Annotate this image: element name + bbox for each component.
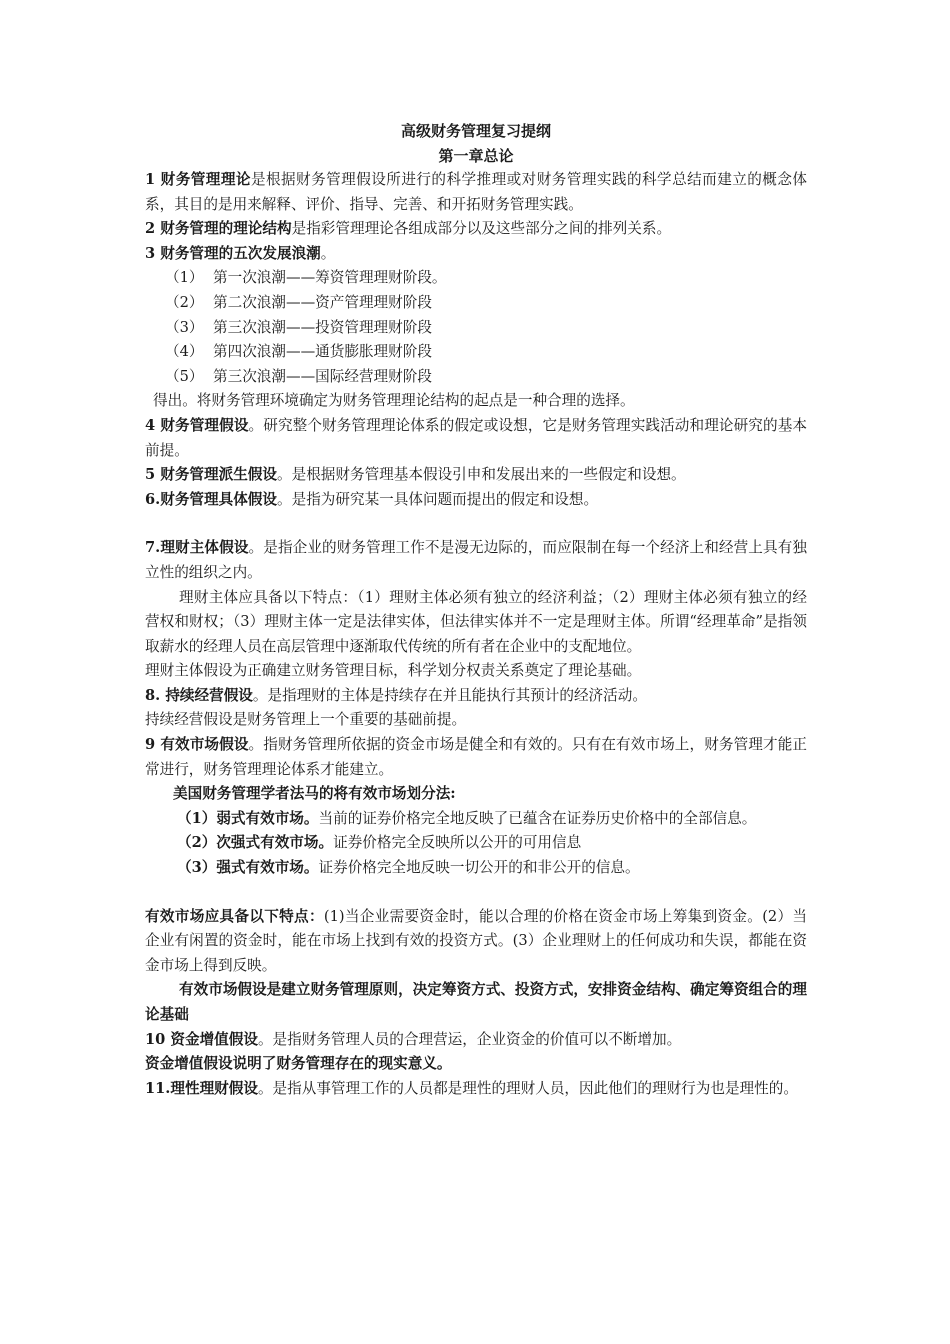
- section-11-term: 11.理性理财假设: [145, 1079, 258, 1097]
- wave-text: 第三次浪潮——国际经营理财阶段: [213, 367, 432, 385]
- section-5-text: 。是根据财务管理基本假设引申和发展出来的一些假定和设想。: [277, 466, 686, 484]
- fama-text: 当前的证券价格完全地反映了已蕴含在证券历史价格中的全部信息。: [318, 809, 757, 827]
- section-4: [145, 414, 807, 463]
- wave-item: [145, 365, 807, 390]
- market-features-text: (1)当企业需要资金时，能以合理的价格在资金市场上筹集到资金。(2）当企业有闲置的资金时，能在市场上找到有效的投资方式。(3）企业理财上的任何成功和失误，都能在资金市场上得到反映。: [145, 907, 807, 974]
- fama-term: （3）强式有效市场。: [177, 859, 319, 877]
- section-3-term: 3 财务管理的五次发展浪潮: [145, 244, 321, 262]
- market-features-term: 有效市场应具备以下特点：: [145, 907, 324, 925]
- section-7-term: 7.理财主体假设: [145, 539, 249, 557]
- wave-num: （2）: [165, 293, 204, 311]
- spacer: [145, 512, 807, 536]
- section-6-term: 6.财务管理具体假设: [145, 490, 277, 508]
- section-4-term: 4 财务管理假设: [145, 416, 249, 434]
- fama-term: （1）弱式有效市场。: [177, 809, 319, 827]
- wave-text: 第四次浪潮——通货膨胀理财阶段: [213, 343, 432, 361]
- document-title: 高级财务管理复习提纲: [400, 122, 551, 140]
- wave-num: （1）: [165, 269, 204, 287]
- section-10-term: 10 资金增值假设: [145, 1030, 258, 1048]
- wave-text: 第一次浪潮——筹资管理理财阶段。: [213, 269, 447, 287]
- section-3-text: 。: [320, 244, 336, 262]
- section-2-term: 2 财务管理的理论结构: [145, 220, 292, 238]
- section-7-features: 理财主体应具备以下特点：（1）理财主体必须有独立的经济利益；（2）理财主体必须有独立的经营权和财权；（3）理财主体一定是法律实体，但法律实体并不一定是理财主体。所谓“经理革命”是指领取薪水的经理人员在高层管理中逐渐取代传统的所有者在企业中的支配地位。: [145, 588, 807, 655]
- section-9: [145, 733, 807, 782]
- wave-num: （4）: [165, 343, 204, 361]
- market-basis: 有效市场假设是建立财务管理原则，决定筹资方式、投资方式，安排资金结构、确定筹资组合的理论基础: [145, 981, 807, 1023]
- section-10-note: 资金增值假设说明了财务管理存在的现实意义。: [145, 1055, 452, 1073]
- section-8-note: 持续经营假设是财务管理上一个重要的基础前提。: [145, 711, 467, 729]
- fama-term: （2）次强式有效市场。: [177, 834, 334, 852]
- market-features: [145, 905, 807, 979]
- fama-item: [145, 807, 807, 832]
- section-6-text: 。是指为研究某一具体问题而提出的假定和设想。: [277, 490, 599, 508]
- section-11: [145, 1077, 807, 1102]
- wave-num: （3）: [165, 318, 204, 336]
- document-page: [145, 118, 807, 1101]
- section-3: [145, 242, 807, 267]
- section-11-text: 。是指从事管理工作的人员都是理性的理财人员，因此他们的理财行为也是理性的。: [257, 1079, 798, 1097]
- section-9-term: 9 有效市场假设: [145, 736, 249, 754]
- wave-text: 第二次浪潮——资产管理理财阶段: [213, 293, 432, 311]
- section-6: [145, 488, 807, 513]
- wave-item: [145, 316, 807, 341]
- section-2-text: 是指彩管理理论各组成部分以及这些部分之间的排列关系。: [291, 220, 672, 238]
- section-5-term: 5 财务管理派生假设: [145, 466, 277, 484]
- section-8-text: 。是指理财的主体是持续存在并且能执行其预计的经济活动。: [252, 686, 647, 704]
- wave-text: 第三次浪潮——投资管理理财阶段: [213, 318, 432, 336]
- section-4-text: 。研究整个财务管理理论体系的假定或设想，它是财务管理实践活动和理论研究的基本前提。: [145, 416, 807, 459]
- section-2: [145, 217, 807, 242]
- spacer: [145, 881, 807, 905]
- section-1: [145, 168, 807, 217]
- wave-item: [145, 291, 807, 316]
- fama-heading: 美国财务管理学者法马的将有效市场划分法:: [173, 785, 456, 803]
- fama-text: 证券价格完全反映所以公开的可用信息: [333, 834, 582, 852]
- section-7-note: 理财主体假设为正确建立财务管理目标，科学划分权责关系奠定了理论基础。: [145, 662, 642, 680]
- wave-num: （5）: [165, 367, 204, 385]
- conclusion: 得出。将财务管理环境确定为财务管理理论结构的起点是一种合理的选择。: [153, 392, 635, 410]
- chapter-heading: 第一章总论: [438, 147, 514, 165]
- fama-item: [145, 831, 807, 856]
- section-5: [145, 463, 807, 488]
- section-9-text: 。指财务管理所依据的资金市场是健全和有效的。只有在有效市场上，财务管理才能正常进行，财务管理理论体系才能建立。: [145, 736, 807, 778]
- section-10: [145, 1028, 807, 1053]
- wave-item: [145, 340, 807, 365]
- section-1-text: 是根据财务管理假设所进行的科学推理或对财务管理实践的科学总结而建立的概念体系，其目的是用来解释、评价、指导、完善、和开拓财务管理实践。: [145, 171, 807, 213]
- section-7-text: 。是指企业的财务管理工作不是漫无边际的，而应限制在每一个经济上和经营上具有独立性的组织之内。: [145, 539, 807, 581]
- wave-item: [145, 266, 807, 291]
- section-7: [145, 536, 807, 585]
- section-8-term: 8. 持续经营假设: [145, 686, 253, 704]
- section-8: [145, 684, 807, 709]
- section-1-term: 1 财务管理理论: [145, 171, 251, 188]
- fama-item: [145, 856, 807, 881]
- section-10-text: 。是指财务管理人员的合理营运，企业资金的价值可以不断增加。: [257, 1030, 682, 1048]
- fama-text: 证券价格完全地反映一切公开的和非公开的信息。: [318, 859, 640, 877]
